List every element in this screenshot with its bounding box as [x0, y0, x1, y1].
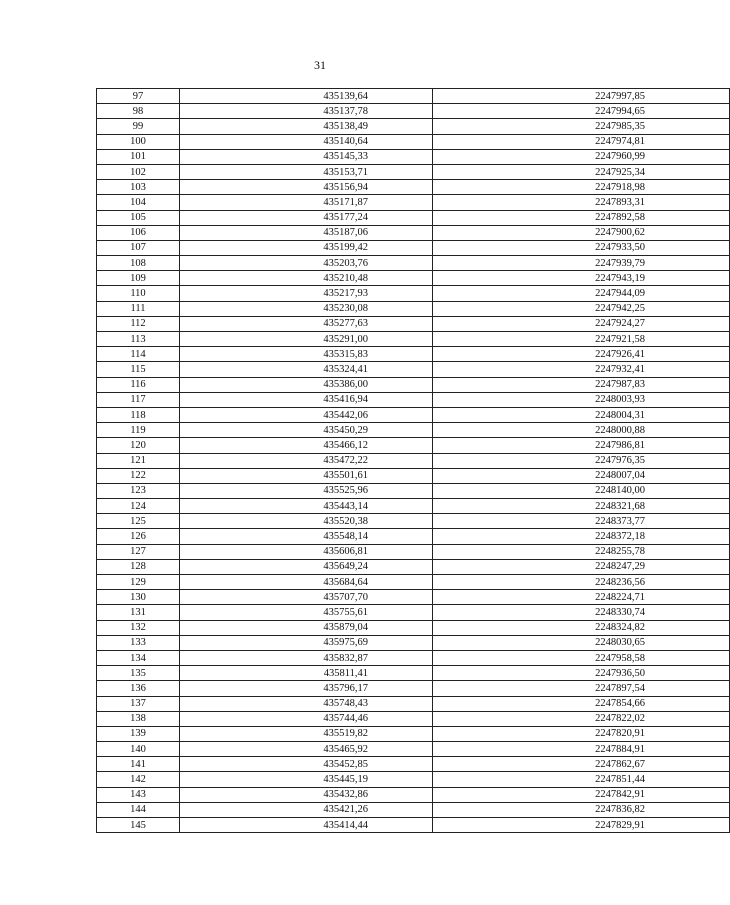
point-number-cell: 126	[97, 529, 180, 544]
y-coordinate-cell: 2247926,41	[433, 347, 730, 362]
point-number-cell: 112	[97, 316, 180, 331]
x-coordinate-cell: 435525,96	[180, 483, 433, 498]
y-coordinate-cell: 2247862,67	[433, 757, 730, 772]
table-row	[97, 453, 730, 468]
y-coordinate-cell: 2247829,91	[433, 818, 730, 833]
x-coordinate-cell: 435137,78	[180, 104, 433, 119]
table-row	[97, 650, 730, 665]
table-row	[97, 726, 730, 741]
table-row	[97, 635, 730, 650]
table-row	[97, 802, 730, 817]
page-number: 31	[314, 58, 326, 72]
point-number-cell: 133	[97, 635, 180, 650]
x-coordinate-cell: 435138,49	[180, 119, 433, 134]
y-coordinate-cell: 2247921,58	[433, 332, 730, 347]
x-coordinate-cell: 435548,14	[180, 529, 433, 544]
table-row	[97, 681, 730, 696]
table-row	[97, 180, 730, 195]
y-coordinate-cell: 2247994,65	[433, 104, 730, 119]
table-row	[97, 225, 730, 240]
x-coordinate-cell: 435432,86	[180, 787, 433, 802]
y-coordinate-cell: 2247960,99	[433, 149, 730, 164]
point-number-cell: 142	[97, 772, 180, 787]
point-number-cell: 111	[97, 301, 180, 316]
table-row	[97, 407, 730, 422]
x-coordinate-cell: 435707,70	[180, 590, 433, 605]
y-coordinate-cell: 2247893,31	[433, 195, 730, 210]
y-coordinate-cell: 2247900,62	[433, 225, 730, 240]
point-number-cell: 118	[97, 407, 180, 422]
x-coordinate-cell: 435414,44	[180, 818, 433, 833]
x-coordinate-cell: 435606,81	[180, 544, 433, 559]
x-coordinate-cell: 435421,26	[180, 802, 433, 817]
x-coordinate-cell: 435140,64	[180, 134, 433, 149]
table-row	[97, 590, 730, 605]
x-coordinate-cell: 435744,46	[180, 711, 433, 726]
y-coordinate-cell: 2248247,29	[433, 559, 730, 574]
x-coordinate-cell: 435755,61	[180, 605, 433, 620]
coordinates-table	[96, 88, 730, 833]
y-coordinate-cell: 2247976,35	[433, 453, 730, 468]
y-coordinate-cell: 2247943,19	[433, 271, 730, 286]
x-coordinate-cell: 435315,83	[180, 347, 433, 362]
table-row	[97, 468, 730, 483]
point-number-cell: 100	[97, 134, 180, 149]
y-coordinate-cell: 2247851,44	[433, 772, 730, 787]
x-coordinate-cell: 435466,12	[180, 438, 433, 453]
x-coordinate-cell: 435465,92	[180, 742, 433, 757]
point-number-cell: 122	[97, 468, 180, 483]
point-number-cell: 123	[97, 483, 180, 498]
y-coordinate-cell: 2247985,35	[433, 119, 730, 134]
x-coordinate-cell: 435416,94	[180, 392, 433, 407]
point-number-cell: 102	[97, 164, 180, 179]
x-coordinate-cell: 435145,33	[180, 149, 433, 164]
point-number-cell: 120	[97, 438, 180, 453]
x-coordinate-cell: 435210,48	[180, 271, 433, 286]
table-row	[97, 742, 730, 757]
point-number-cell: 98	[97, 104, 180, 119]
point-number-cell: 125	[97, 514, 180, 529]
table-row	[97, 301, 730, 316]
y-coordinate-cell: 2248224,71	[433, 590, 730, 605]
point-number-cell: 113	[97, 332, 180, 347]
table-row	[97, 423, 730, 438]
y-coordinate-cell: 2247932,41	[433, 362, 730, 377]
y-coordinate-cell: 2248324,82	[433, 620, 730, 635]
point-number-cell: 140	[97, 742, 180, 757]
x-coordinate-cell: 435520,38	[180, 514, 433, 529]
table-row	[97, 271, 730, 286]
table-row	[97, 104, 730, 119]
y-coordinate-cell: 2248373,77	[433, 514, 730, 529]
table-row	[97, 149, 730, 164]
x-coordinate-cell: 435230,08	[180, 301, 433, 316]
table-row	[97, 316, 730, 331]
point-number-cell: 99	[97, 119, 180, 134]
x-coordinate-cell: 435291,00	[180, 332, 433, 347]
x-coordinate-cell: 435501,61	[180, 468, 433, 483]
y-coordinate-cell: 2247997,85	[433, 89, 730, 104]
y-coordinate-cell: 2247944,09	[433, 286, 730, 301]
table-row	[97, 377, 730, 392]
table-row	[97, 772, 730, 787]
y-coordinate-cell: 2247974,81	[433, 134, 730, 149]
table-row	[97, 499, 730, 514]
y-coordinate-cell: 2247925,34	[433, 164, 730, 179]
y-coordinate-cell: 2247939,79	[433, 256, 730, 271]
table-row	[97, 347, 730, 362]
x-coordinate-cell: 435649,24	[180, 559, 433, 574]
table-row	[97, 240, 730, 255]
table-row	[97, 210, 730, 225]
x-coordinate-cell: 435452,85	[180, 757, 433, 772]
x-coordinate-cell: 435684,64	[180, 575, 433, 590]
x-coordinate-cell: 435277,63	[180, 316, 433, 331]
table-row	[97, 514, 730, 529]
y-coordinate-cell: 2248030,65	[433, 635, 730, 650]
x-coordinate-cell: 435177,24	[180, 210, 433, 225]
x-coordinate-cell: 435450,29	[180, 423, 433, 438]
y-coordinate-cell: 2247958,58	[433, 650, 730, 665]
point-number-cell: 130	[97, 590, 180, 605]
x-coordinate-cell: 435748,43	[180, 696, 433, 711]
point-number-cell: 141	[97, 757, 180, 772]
y-coordinate-cell: 2248330,74	[433, 605, 730, 620]
x-coordinate-cell: 435879,04	[180, 620, 433, 635]
table-row	[97, 559, 730, 574]
point-number-cell: 137	[97, 696, 180, 711]
x-coordinate-cell: 435472,22	[180, 453, 433, 468]
point-number-cell: 143	[97, 787, 180, 802]
point-number-cell: 135	[97, 666, 180, 681]
x-coordinate-cell: 435171,87	[180, 195, 433, 210]
point-number-cell: 131	[97, 605, 180, 620]
point-number-cell: 138	[97, 711, 180, 726]
point-number-cell: 128	[97, 559, 180, 574]
x-coordinate-cell: 435203,76	[180, 256, 433, 271]
table-row	[97, 666, 730, 681]
y-coordinate-cell: 2247897,54	[433, 681, 730, 696]
y-coordinate-cell: 2247986,81	[433, 438, 730, 453]
x-coordinate-cell: 435811,41	[180, 666, 433, 681]
y-coordinate-cell: 2248000,88	[433, 423, 730, 438]
table-row	[97, 134, 730, 149]
table-row	[97, 544, 730, 559]
x-coordinate-cell: 435187,06	[180, 225, 433, 240]
table-row	[97, 696, 730, 711]
point-number-cell: 97	[97, 89, 180, 104]
point-number-cell: 116	[97, 377, 180, 392]
x-coordinate-cell: 435443,14	[180, 499, 433, 514]
coordinates-table-body	[97, 89, 730, 833]
table-row	[97, 605, 730, 620]
y-coordinate-cell: 2247884,91	[433, 742, 730, 757]
x-coordinate-cell: 435442,06	[180, 407, 433, 422]
point-number-cell: 132	[97, 620, 180, 635]
x-coordinate-cell: 435139,64	[180, 89, 433, 104]
y-coordinate-cell: 2247892,58	[433, 210, 730, 225]
point-number-cell: 129	[97, 575, 180, 590]
y-coordinate-cell: 2247820,91	[433, 726, 730, 741]
point-number-cell: 104	[97, 195, 180, 210]
point-number-cell: 105	[97, 210, 180, 225]
y-coordinate-cell: 2247842,91	[433, 787, 730, 802]
table-row	[97, 483, 730, 498]
y-coordinate-cell: 2247936,50	[433, 666, 730, 681]
table-row	[97, 392, 730, 407]
point-number-cell: 119	[97, 423, 180, 438]
table-row	[97, 332, 730, 347]
y-coordinate-cell: 2248236,56	[433, 575, 730, 590]
y-coordinate-cell: 2247924,27	[433, 316, 730, 331]
table-row	[97, 438, 730, 453]
y-coordinate-cell: 2247822,02	[433, 711, 730, 726]
y-coordinate-cell: 2248321,68	[433, 499, 730, 514]
table-row	[97, 286, 730, 301]
y-coordinate-cell: 2248003,93	[433, 392, 730, 407]
point-number-cell: 124	[97, 499, 180, 514]
point-number-cell: 134	[97, 650, 180, 665]
x-coordinate-cell: 435324,41	[180, 362, 433, 377]
point-number-cell: 107	[97, 240, 180, 255]
y-coordinate-cell: 2247918,98	[433, 180, 730, 195]
y-coordinate-cell: 2248007,04	[433, 468, 730, 483]
table-row	[97, 620, 730, 635]
point-number-cell: 115	[97, 362, 180, 377]
table-row	[97, 818, 730, 833]
table-row	[97, 529, 730, 544]
point-number-cell: 136	[97, 681, 180, 696]
y-coordinate-cell: 2247854,66	[433, 696, 730, 711]
point-number-cell: 139	[97, 726, 180, 741]
point-number-cell: 109	[97, 271, 180, 286]
table-row	[97, 119, 730, 134]
y-coordinate-cell: 2247987,83	[433, 377, 730, 392]
y-coordinate-cell: 2248372,18	[433, 529, 730, 544]
x-coordinate-cell: 435153,71	[180, 164, 433, 179]
point-number-cell: 121	[97, 453, 180, 468]
x-coordinate-cell: 435445,19	[180, 772, 433, 787]
table-row	[97, 711, 730, 726]
x-coordinate-cell: 435199,42	[180, 240, 433, 255]
table-row	[97, 575, 730, 590]
x-coordinate-cell: 435386,00	[180, 377, 433, 392]
x-coordinate-cell: 435975,69	[180, 635, 433, 650]
x-coordinate-cell: 435217,93	[180, 286, 433, 301]
table-row	[97, 195, 730, 210]
table-row	[97, 362, 730, 377]
table-row	[97, 89, 730, 104]
x-coordinate-cell: 435519,82	[180, 726, 433, 741]
table-row	[97, 757, 730, 772]
y-coordinate-cell: 2248004,31	[433, 407, 730, 422]
point-number-cell: 108	[97, 256, 180, 271]
table-row	[97, 164, 730, 179]
point-number-cell: 127	[97, 544, 180, 559]
point-number-cell: 114	[97, 347, 180, 362]
table-row	[97, 787, 730, 802]
y-coordinate-cell: 2247942,25	[433, 301, 730, 316]
x-coordinate-cell: 435796,17	[180, 681, 433, 696]
point-number-cell: 110	[97, 286, 180, 301]
y-coordinate-cell: 2248140,00	[433, 483, 730, 498]
point-number-cell: 101	[97, 149, 180, 164]
x-coordinate-cell: 435832,87	[180, 650, 433, 665]
point-number-cell: 144	[97, 802, 180, 817]
y-coordinate-cell: 2247933,50	[433, 240, 730, 255]
point-number-cell: 145	[97, 818, 180, 833]
x-coordinate-cell: 435156,94	[180, 180, 433, 195]
y-coordinate-cell: 2248255,78	[433, 544, 730, 559]
point-number-cell: 103	[97, 180, 180, 195]
point-number-cell: 106	[97, 225, 180, 240]
table-row	[97, 256, 730, 271]
point-number-cell: 117	[97, 392, 180, 407]
y-coordinate-cell: 2247836,82	[433, 802, 730, 817]
